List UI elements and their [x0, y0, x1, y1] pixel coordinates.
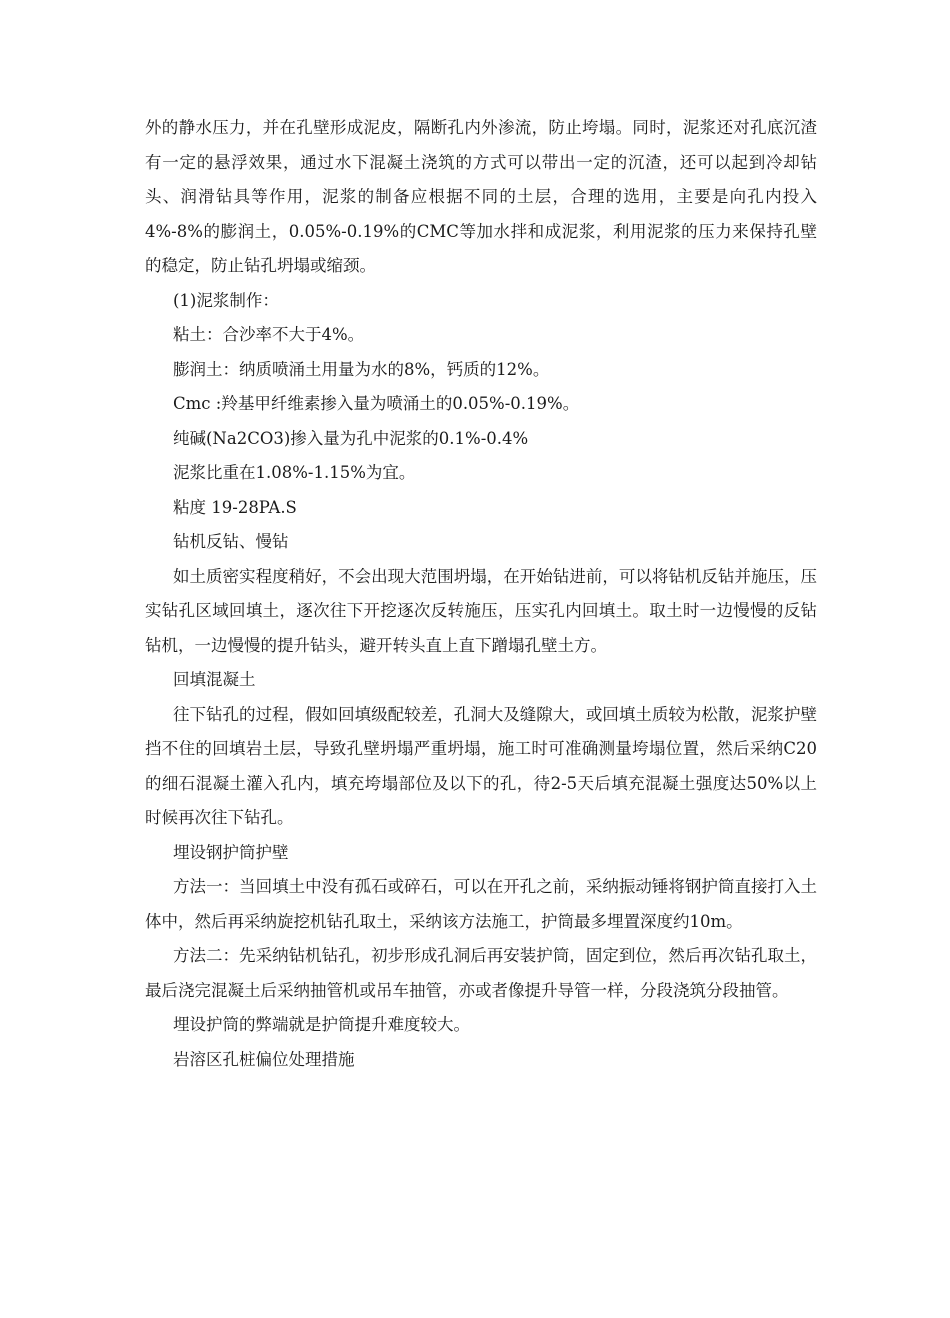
paragraph-method-one: 方法一：当回填土中没有孤石或碎石，可以在开孔之前，采纳振动锤将钢护筒直接打入土体中，然后再采纳旋挖机钻孔取土，采纳该方法施工，护筒最多埋置深度约10m。 — [145, 877, 817, 931]
line-cmc: Cmc :羚基甲纤维素掺入量为喷涌土的0.05%-0.19%。 — [173, 394, 580, 413]
line-casing-drawback: 埋设护筒的弊端就是护筒提升难度较大。 — [173, 1015, 470, 1034]
line-bentonite: 膨润土：纳质喷涌土用量为水的8%，钙质的12%。 — [173, 359, 550, 379]
heading-mud-preparation: (1)泥浆制作： — [173, 290, 279, 310]
heading-backfill-concrete: 回填混凝土 — [173, 670, 256, 689]
line-viscosity: 粘度 19-28PA.S — [173, 497, 297, 517]
paragraph-backfill-concrete: 往下钻孔的过程，假如回填级配较差，孔洞大及缝隙大，或回填土质较为松散，泥浆护壁挡不住的回填岩土层，导致孔壁坍塌严重坍塌，施工时可准确测量垮塌位置，然后采纳C20的细石混凝土灌入孔内，填充垮塌部位及以下的孔，待2-5天后填充混凝土强度达50%以上时候再次往下钻孔。 — [145, 704, 817, 827]
line-soda: 纯碱(Na2CO3)掺入量为孔中泥浆的0.1%-0.4% — [173, 428, 529, 448]
document-body — [145, 111, 817, 1077]
line-specific-gravity: 泥浆比重在1.08%-1.15%为宜。 — [173, 463, 416, 482]
paragraph-method-two: 方法二：先采纳钻机钻孔，初步形成孔洞后再安装护筒，固定到位，然后再次钻孔取土，最后浇完混凝土后采纳抽管机或吊车抽管，亦或者像提升导管一样，分段浇筑分段抽管。 — [145, 946, 817, 1000]
heading-karst-pile-deviation: 岩溶区孔桩偏位处理措施 — [173, 1049, 355, 1069]
heading-steel-casing: 埋设钢护筒护壁 — [173, 842, 289, 862]
heading-reverse-drilling: 钻机反钻、慢钻 — [173, 532, 289, 551]
line-clay: 粘土：合沙率不大于4%。 — [173, 325, 365, 344]
paragraph-reverse-drilling: 如土质密实程度稍好，不会出现大范围坍塌，在开始钻进前，可以将钻机反钻并施压，压实钻孔区域回填土，逐次往下开挖逐次反转施压，压实孔内回填土。取土时一边慢慢的反钻钻机，一边慢慢的提升钻头，避开转头直上直下蹭塌孔壁土方。 — [145, 566, 817, 655]
paragraph-mud-function: 外的静水压力，并在孔壁形成泥皮，隔断孔内外渗流，防止垮塌。同时，泥浆还对孔底沉渣有一定的悬浮效果，通过水下混凝土浇筑的方式可以带出一定的沉渣，还可以起到冷却钻头、润滑钻具等作用，泥浆的制备应根据不同的土层，合理的选用，主要是向孔内投入4%-8%的膨润土，0.05%-0.19%的CMC等加水拌和成泥浆，利用泥浆的压力来保持孔壁的稳定，防止钻孔坍塌或缩颈。 — [145, 118, 817, 275]
